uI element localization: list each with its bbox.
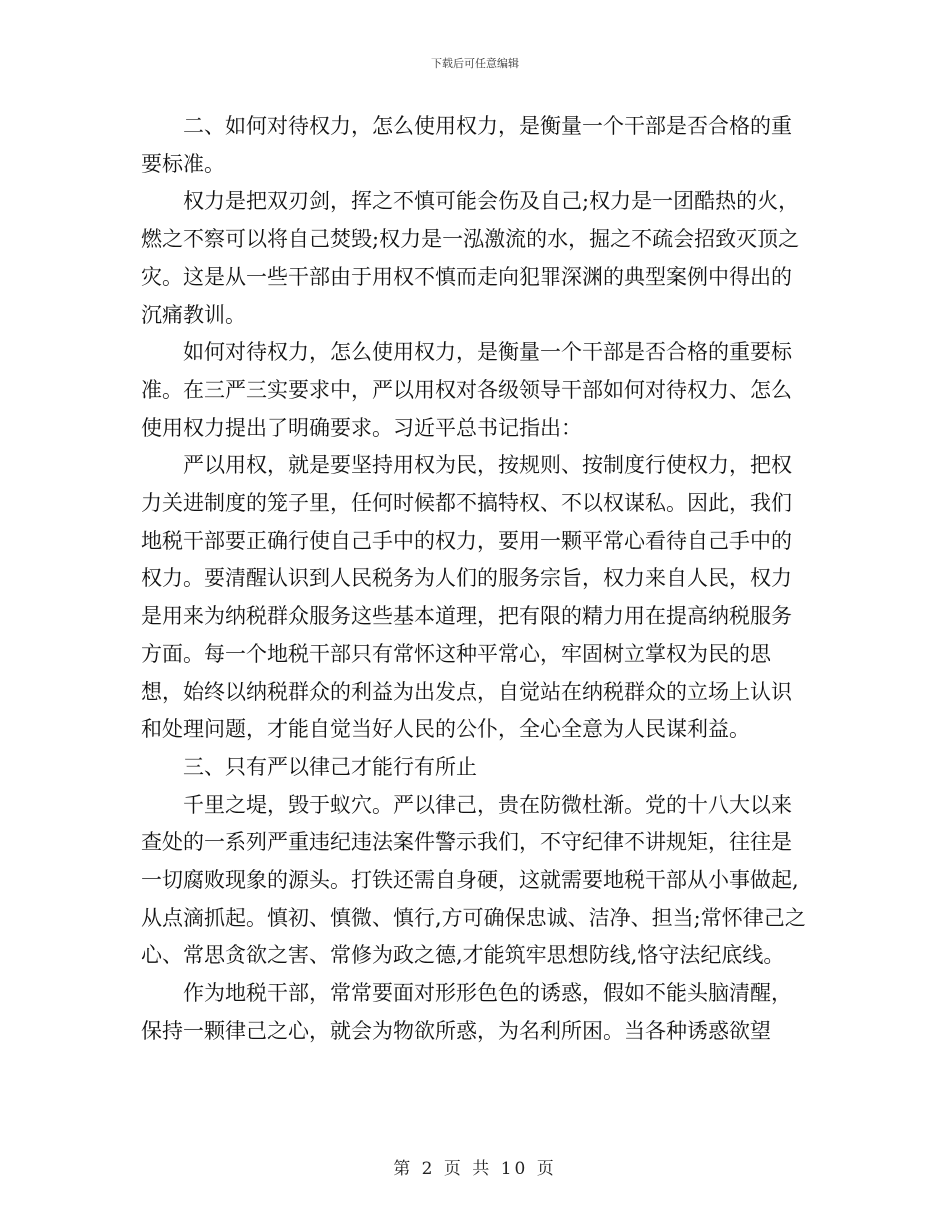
document-body (141, 108, 811, 1051)
paragraph-power-standard: 如何对待权力，怎么使用权力，是衡量一个干部是否合格的重要标准。在三严三实要求中，严以用权对各级领导干部如何对待权力、怎么使用权力提出了明确要求。习近平总书记指出： (141, 340, 792, 440)
paragraph-temptation: 作为地税干部，常常要面对形形色色的诱惑，假如不能头脑清醒，保持一颗律己之心，就会为物欲所惑，为名利所困。当各种诱惑欲望 (141, 981, 792, 1043)
paragraph-strict-power-use: 严以用权，就是要坚持用权为民，按规则、按制度行使权力，把权力关进制度的笼子里，任何时候都不搞特权、不以权谋私。因此，我们地税干部要正确行使自己手中的权力，要用一颗平常心看待自己手中的权力。要清醒认识到人民税务为人们的服务宗旨，权力来自人民，权力是用来为纳税群众服务这些基本道理，把有限的精力用在提高纳税服务方面。每一个地税干部只有常怀这种平常心，牢固树立掌权为民的思想，始终以纳税群众的利益为出发点，自觉站在纳税群众的立场上认识和处理问题，才能自觉当好人民的公仆，全心全意为人民谋利益。 (141, 453, 792, 742)
paragraph-section-three-heading: 三、只有严以律己才能行有所止 (183, 754, 477, 779)
paragraph-power-metaphor: 权力是把双刃剑，挥之不慎可能会伤及自己;权力是一团酷热的火，燃之不察可以将自己焚毁;权力是一泓激流的水，掘之不疏会招致灭顶之灾。这是从一些干部由于用权不慎而走向犯罪深渊的典型案例中得出的沉痛教训。 (141, 189, 800, 327)
page-header: 下载后可任意编辑 (431, 57, 519, 70)
page-number: 第 2 页 共 10 页 (393, 1159, 557, 1179)
paragraph-self-discipline: 千里之堤，毁于蚁穴。严以律己，贵在防微杜渐。党的十八大以来查处的一系列严重违纪违法案件警示我们，不守纪律不讲规矩，往往是一切腐败现象的源头。打铁还需自身硬，这就需要地税干部从小事做起,从点滴抓起。慎初、慎微、慎行,方可确保忠诚、洁净、担当;常怀律己之心、常思贪欲之害、常修为政之德,才能筑牢思想防线,恪守法纪底线。 (141, 792, 806, 968)
paragraph-section-two-heading: 二、如何对待权力，怎么使用权力，是衡量一个干部是否合格的重要标准。 (141, 114, 792, 176)
